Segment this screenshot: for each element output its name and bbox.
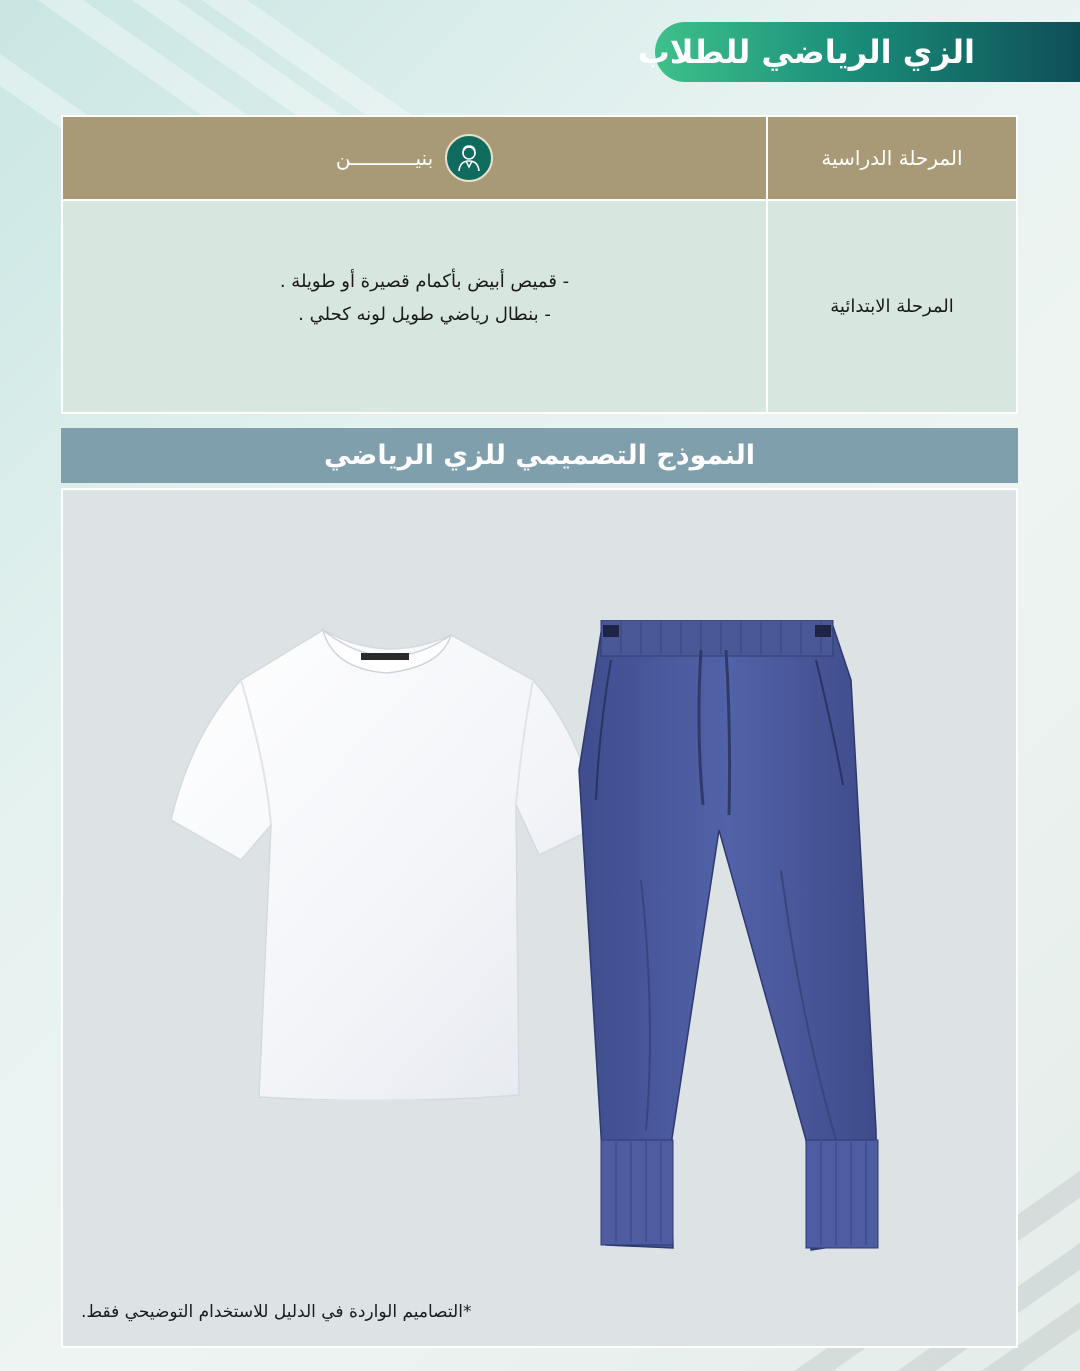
table-row [62,200,1017,413]
stage-column-header: المرحلة الدراسية [767,116,1017,200]
uniform-image-panel [61,488,1018,1348]
navy-sweatpants-image [561,620,891,1255]
uniform-items-cell [62,200,767,413]
student-avatar-icon [445,134,493,182]
uniform-item: - قميص أبيض بأكمام قصيرة أو طويلة . [279,270,570,292]
design-section-title: النموذج التصميمي للزي الرياضي [323,440,756,471]
page-title: الزي الرياضي للطلاب [637,33,975,71]
stage-cell: المرحلة الابتدائية [767,200,1017,413]
illustration-disclaimer: *التصاميم الواردة في الدليل للاستخدام التوضيحي فقط. [81,1302,472,1322]
white-tshirt-image [171,625,601,1100]
uniform-table [61,115,1018,414]
table-header-row [62,116,1017,200]
design-section-header [61,428,1018,483]
page-title-banner [637,22,1080,82]
boys-column-header [62,116,767,200]
boys-header-label: بنيـــــــــــن [335,146,434,170]
uniform-item: - بنطال رياضي طويل لونه كحلي . [298,303,551,325]
